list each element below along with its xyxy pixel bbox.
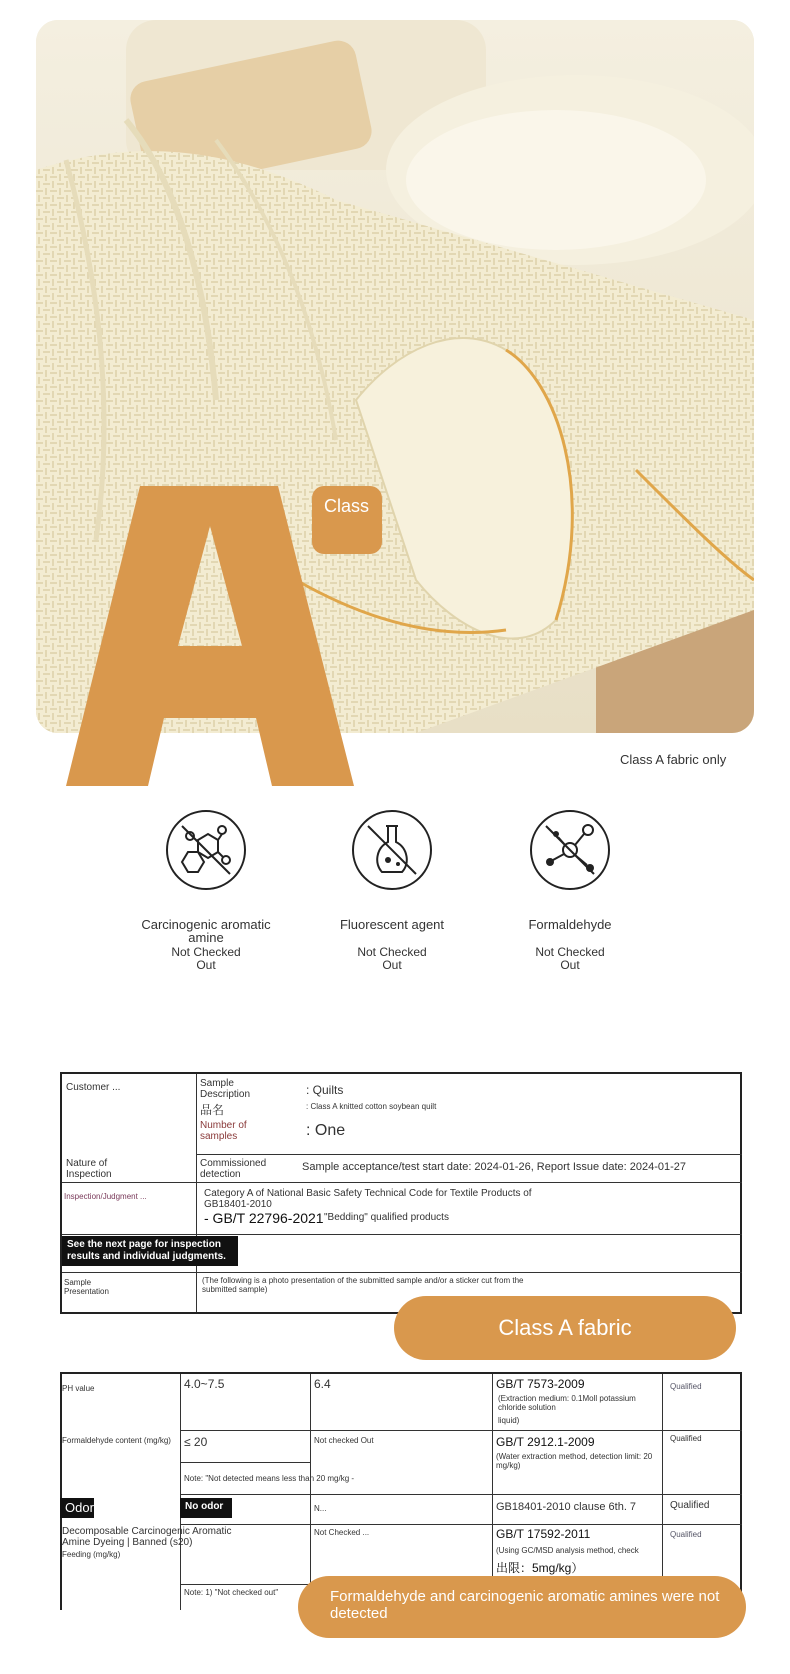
amine-result: Not Checked ... xyxy=(314,1528,370,1537)
formaldehyde-note: Note: "Not detected means less than 20 mg/kg - xyxy=(184,1474,355,1483)
ph-method-note: (Extraction medium: 0.1Moll potassium chloride solution xyxy=(498,1394,636,1412)
icon-label: Carcinogenic aromatic amine xyxy=(141,918,271,944)
customer-label: Customer ... xyxy=(66,1082,121,1093)
odor-result: N... xyxy=(314,1504,327,1513)
icon-status: Not Checked Out xyxy=(535,945,605,972)
sample-desc-label: Sample Description xyxy=(200,1078,251,1100)
sample-presentation-label: Sample Presentation xyxy=(64,1278,109,1296)
icon-status: Not Checked Out xyxy=(357,945,427,972)
product-name-cn: 品名 xyxy=(200,1103,225,1117)
icon-col-carcinogenic xyxy=(126,810,286,972)
standard-text: Category A of National Basic Safety Technical Code for Textile Products of GB18401-2010 xyxy=(204,1188,532,1210)
icon-status: Not Checked Out xyxy=(171,945,241,972)
odor-label: Odor xyxy=(60,1498,94,1518)
photo-note: (The following is a photo presentation of the submitted sample and/or a sticker cut from the submitted sample) xyxy=(202,1276,524,1294)
inspection-report-table xyxy=(60,1072,742,1314)
odor-limit: No odor xyxy=(180,1498,232,1518)
judgment-label: Inspection/Judgment ... xyxy=(64,1192,147,1201)
class-badge: Class xyxy=(312,486,382,554)
formaldehyde-result: Not checked Out xyxy=(314,1436,374,1445)
commission-label: Commissioned detection xyxy=(200,1158,267,1180)
bedding-text: "Bedding" qualified products xyxy=(324,1212,449,1223)
big-letter-text: A xyxy=(210,636,211,637)
amine-label: Decomposable Carcinogenic Aromatic Amine Dyeing | Banned (s20) xyxy=(62,1526,232,1548)
num-samples-value: : One xyxy=(306,1122,346,1139)
formaldehyde-verdict: Qualified xyxy=(670,1434,702,1443)
formaldehyde-limit: ≤ 20 xyxy=(184,1435,208,1449)
amine-verdict: Qualified xyxy=(670,1530,702,1539)
flask-icon xyxy=(352,810,432,890)
odor-method: GB18401-2010 clause 6th. 7 xyxy=(496,1501,637,1513)
num-samples-label: Number of samples xyxy=(200,1120,247,1142)
big-letter-a xyxy=(66,486,354,786)
ph-range: 4.0~7.5 xyxy=(184,1377,225,1391)
icon-label: Fluorescent agent xyxy=(339,918,445,932)
standard-code: - GB/T 22796-2021 xyxy=(204,1210,324,1226)
not-detected-pill: Formaldehyde and carcinogenic aromatic amines were not detected xyxy=(298,1576,746,1638)
formaldehyde-method: GB/T 2912.1-2009 xyxy=(496,1435,595,1449)
dates-text: Sample acceptance/test start date: 2024-01-26, Report Issue date: 2024-01-27 xyxy=(302,1161,687,1173)
bottom-note: Note: 1) "Not checked out" xyxy=(184,1588,279,1597)
icon-label: Formaldehyde xyxy=(528,918,612,932)
ph-verdict: Qualified xyxy=(670,1382,702,1391)
molecule-icon xyxy=(530,810,610,890)
odor-verdict: Qualified xyxy=(670,1500,710,1511)
amine-method-note: (Using GC/MSD analysis method, check xyxy=(496,1546,639,1555)
ph-method: GB/T 7573-2009 xyxy=(496,1377,585,1391)
icon-col-formaldehyde xyxy=(490,810,650,972)
formaldehyde-method-note: (Water extraction method, detection limit: 20 mg/kg) xyxy=(496,1452,653,1470)
aromatic-amine-icon xyxy=(166,810,246,890)
ph-liquid: liquid) xyxy=(498,1416,520,1425)
next-page-note: See the next page for inspection results and individual judgments. xyxy=(62,1236,238,1266)
icon-col-fluorescent xyxy=(312,810,472,972)
nature-label: Nature of Inspection xyxy=(66,1158,112,1180)
product-detail: : Class A knitted cotton soybean quilt xyxy=(306,1102,437,1111)
amine-limit-note: 出限：5mg/kg） xyxy=(496,1561,584,1575)
amine-method: GB/T 17592-2011 xyxy=(496,1527,591,1541)
feeding-label: Feeding (mg/kg) xyxy=(62,1550,121,1559)
formaldehyde-label: Formaldehyde content (mg/kg) xyxy=(62,1436,171,1445)
ph-label: PH value xyxy=(62,1384,95,1393)
hero-caption: Class A fabric only xyxy=(620,752,727,767)
ph-result: 6.4 xyxy=(314,1377,331,1391)
test-results-table xyxy=(60,1372,742,1610)
class-a-fabric-pill: Class A fabric xyxy=(394,1296,736,1360)
product-name-value: : Quilts xyxy=(306,1083,344,1097)
